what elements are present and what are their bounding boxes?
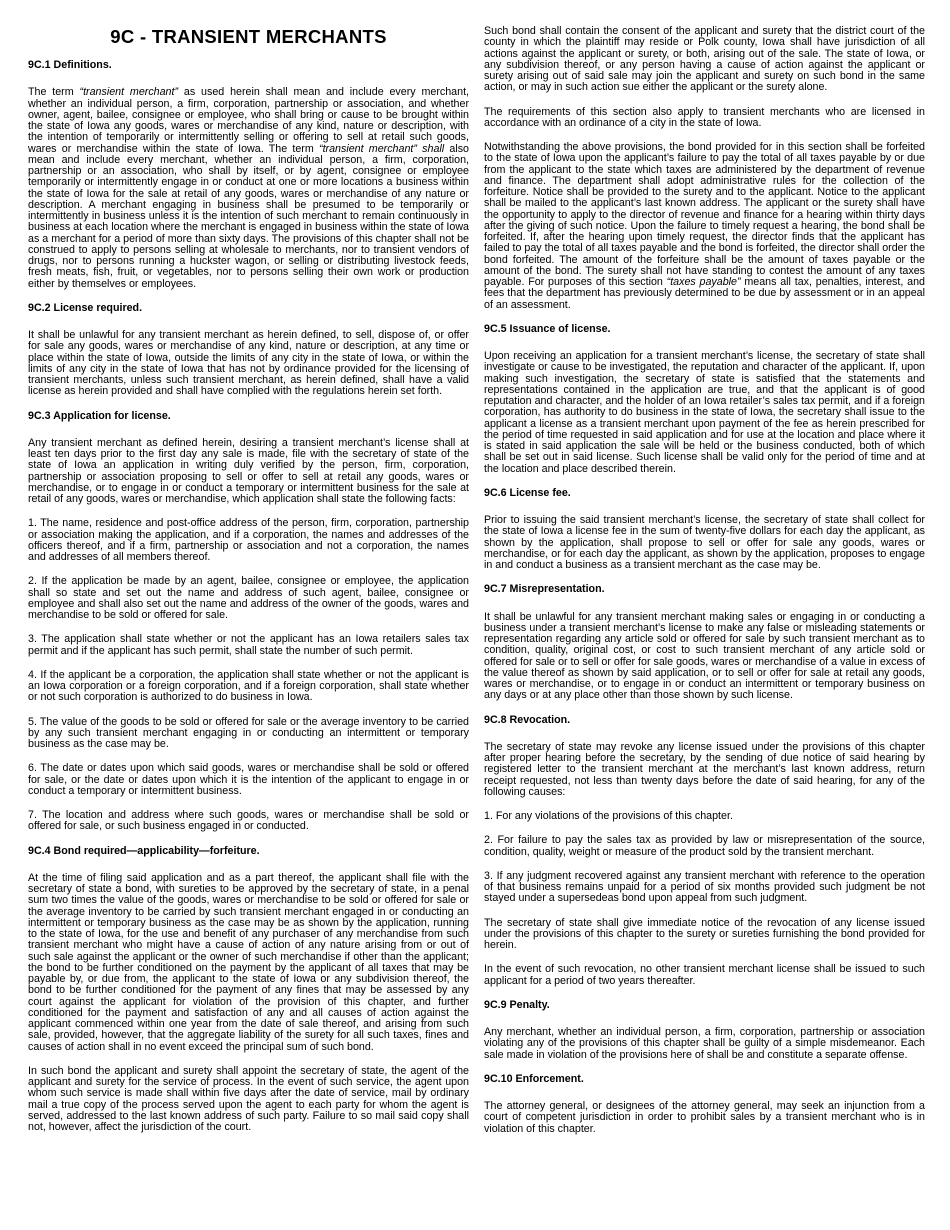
paragraph-9c4-1: At the time of filing said application and as a part thereof, the applicant shall file with the secretary of state a bond, with sureties to be approved by the secretary of state, in a penal sum two times the value of the goods, wares or merchandise to be sold or offered for sale or the average inventory to be carried by such transient merchant engaged in or conducting an intermittent or temporary business as the case may be as shown by the application, running to the state of Iowa, for the use and benefit of any purchaser of any merchandise from such transient merchant who might have a cause of action of any nature arising from or out of such sale against the applicant or the owner of such merchandise if other than the applicant; the bond to be further conditioned on the payment by the applicant of all taxes that may be payable by, or due from, the applicant to the state of Iowa or any subdivision thereof, the bond to be further conditioned for the payment of any fines that may be assessed by any court against the applicant for violation of the provision of this chapter, and further conditioned for the payment and satisfaction of any and all causes of action against the applicant commenced within one year from the date of sale thereof, and arising from such sale, provided, however, that the aggregate liability of the surety for all such taxes, fines and causes of action shall in no event exceed the principal sum of such bond. [28,871,469,1053]
paragraph-9c3-item-5: 5. The value of the goods to be sold or offered for sale or the average inventory to be carried by any such transient merchant engaging in or conducting an intermittent or temporary business as the case may be. [28,715,469,750]
text-run: The term [28,86,80,99]
section-heading-9c7: 9C.7 Misrepresentation. [484,583,605,596]
section-heading-9c1: 9C.1 Definitions. [28,59,112,71]
paragraph-9c8-item-2: 2. For failure to pay the sales tax as provided by law or misrepresentation of the source, condition, quality, weight or measure of the product sold by the transient merchant. [484,834,925,858]
paragraph-9c3-item-4: 4. If the applicant be a corporation, the application shall state whether or not the applicant is an Iowa corporation or a foreign corporation, and if a foreign corporation, shall state whether or not such corporation is authorized to do business in Iowa. [28,668,469,704]
paragraph-9c8-reissue: In the event of such revocation, no other transient merchant license shall be issued to such applicant for a period of two years thereafter. [484,963,925,987]
paragraph-9c10: The attorney general, or designees of the attorney general, may seek an injunction from a court of competent jurisdiction in order to prohibit sales by a transient merchant who is in violation of this chapter. [484,1100,925,1135]
paragraph-9c8-item-3: 3. If any judgment recovered against any transient merchant with reference to the operation of that business remains unpaid for a period of six months provided such judgment be not stayed under a supersedeas bond upon appeal from such judgment. [484,869,925,905]
text-run: means all tax, penalties, interest, and fees that the department has previously determined to be due by assessment or in an appeal of an assessment. [484,276,925,311]
italic-term: “taxes payable” [666,276,741,288]
text-run: as used herein shall mean and include every merchant, whether an individual person, a firm, corporation, partnership or association, and whether owner, agent, bailee, consignee or employee, who shall bring or cause to be brought within the state of Iowa any goods, wares or merchandise of any kind, nature or description, with the intention of temporarily or intermittently selling or offering to sell at retail such goods, wares or merchandise within the state of Iowa. The term [28,86,470,155]
section-heading-9c3: 9C.3 Application for license. [28,409,171,422]
section-heading-9c10: 9C.10 Enforcement. [484,1072,584,1085]
italic-term: “transient merchant” shall [319,142,445,155]
section-heading-9c2: 9C.2 License required. [28,301,143,314]
paragraph-9c3-intro: Any transient merchant as defined herein, desiring a transient merchant’s license shall at least ten days prior to the first day any sale is made, file with the secretary of state of the state of Iowa an application in writing duly verified by the person, firm, corporation, partnership or association proposing to sell or offer to sell at retail any goods, wares or merchandise, or to engage in or conduct a temporary or intermittent business for the sale at retail of any goods, wares or merchandise, which application shall state the following facts: [28,436,469,505]
paragraph-9c3-item-6: 6. The date or dates upon which said goods, wares or merchandise shall be sold or offered for sale, or the date or dates upon which it is the intention of the applicant to engage in or conduct a temporary or intermittent business. [28,762,469,797]
paragraph-9c8-item-1: 1. For any violations of the provisions of this chapter. [484,810,733,822]
paragraph-9c8-notice: The secretary of state shall give immediate notice of the revocation of any license issued under the provisions of this chapter to the surety or sureties furnishing the bond provided for herein. [484,916,925,951]
section-heading-9c4: 9C.4 Bond required—applicability—forfeiture. [28,844,260,857]
paragraph-9c4-5 [484,142,925,311]
paragraph-9c4-3: Such bond shall contain the consent of the applicant and surety that the district court of the county in which the plaintiff may reside or Polk county, Iowa shall have jurisdiction of all actions against the applicant or surety, or both, arising out of the sale. The state of Iowa, or any subdivision thereof, or any person having a cause of action against the applicant or surety arising out of said sale may join the applicant and surety on such bond in the same action, or may in such action sue either the applicant or the surety alone. [484,25,925,94]
paragraph-9c8-intro: The secretary of state may revoke any license issued under the provisions of this chapter after proper hearing before the secretary, by the sending of due notice of said hearing by registered letter to the transient merchant at the merchant’s last known address, return receipt requested, not less than twenty days before the date of said hearing, for any of the following causes: [484,740,925,798]
paragraph-9c4-2: In such bond the applicant and surety shall appoint the secretary of state, the agent of the applicant and surety for the service of process. In the event of such service, the agent upon whom such service is made shall within five days after the date of service, mail by ordinary mail a true copy of the process served upon the agent to each party for whom the agent is served, addressed to the last known address of such party. Failure to so mail said copy shall not, however, affect the jurisdiction of the court. [28,1064,469,1133]
paragraph-9c2: It shall be unlawful for any transient merchant as herein defined, to sell, dispose of, or offer for sale any goods, wares or merchandise of any kind, nature or description, at any time or place within the state of Iowa, outside the limits of any city in the state of Iowa, or within the limits of any city in the state of Iowa that has not by ordinance provided for the licensing of transient merchants, unless such transient merchant, as herein defined, shall have a valid license as herein provided and shall have complied with the regulations herein set forth. [28,329,469,398]
paragraph-9c9: Any merchant, whether an individual person, a firm, corporation, partnership or association violating any of the provisions of this chapter shall be guilty of a simple misdemeanor. Each sale made in violation of the provisions here of shall be and constitute a separate offense. [484,1026,925,1061]
section-heading-9c8: 9C.8 Revocation. [484,713,571,726]
section-heading-9c9: 9C.9 Penalty. [484,998,550,1011]
paragraph-9c3-item-2: 2. If the application be made by an agent, bailee, consignee or employee, the application shall so state and set out the name and address of such agent, bailee, consignee or employee and shall also set out the name and address of the owner of the goods, wares and merchandise to be sold or offered for sale. [28,575,469,621]
paragraph-9c7: It shall be unlawful for any transient merchant making sales or engaging in or conducting a business under a transient merchant’s license to make any false or misleading statements or representation regarding any article sold or offered for sale by such transient merchant as to condition, quality, original cost, or cost to such transient merchant of any article sold or offered for sale or to sell or offer for sale goods, wares or merchandise of a value in excess of the value thereof as shown by said application, or to sell or offer for sale at retail any goods, wares or merchandise, or to engage in or conduct an intermittent or temporary business on any days or at any place other than those shown by such license. [484,610,925,702]
text-run: Notwithstanding the above provisions, the bond provided for in this section shall be forfeited to the state of Iowa upon the applicant’s failure to pay the total of all taxes payable by or due from the applicant to the state which taxes are administered by the department of revenue and finance. The department shall adopt administrative rules for the collection of the forfeiture. Notice shall be provided to the surety and to the applicant. Notice to the applicant shall be mailed to the applicant’s last known address. The applicant or the surety shall have the opportunity to apply to the director of revenue and finance for a hearing within thirty days after the giving of such notice. Upon the failure to timely request a hearing, the bond shall be forfeited. If, after the hearing upon timely request, the director finds that the applicant has failed to pay the total of all taxes payable and the bond is forfeited, the director shall order the bond forfeited. The amount of the forfeiture shall be the amount of taxes payable or the amount of the bond. The surety shall not have standing to contest the amount of any taxes payable. For purposes of this section [484,141,925,288]
text-run: also mean and include every merchant, whether an individual person, a firm, corporation, partnership or an association, who shall by itself, or by agent, consignee or employee temporarily or intermittently engage in or conduct at one or more locations a business within the state of Iowa for the sale at retail of any goods, wares or merchandise of any nature or description. A merchant engaging in business shall be presumed to be temporarily or intermittently in business unless it is the intention of such merchant to remain continuously in business at each location where the merchant is engaged in business within the state of Iowa as a merchant for a period of more than sixty days. The provisions of this chapter shall not be construed to apply to persons selling at wholesale to merchants, nor to transient vendors of drugs, nor to persons running a huckster wagon, or selling or distributing livestock feeds, fresh meats, fish, fruit, or vegetables, nor to persons selling their own work or production either by themselves or employees. [28,142,469,290]
paragraph-9c3-item-1: 1. The name, residence and post-office address of the person, firm, corporation, partnership or association making the application, and if a corporation, the names and addresses of the officers thereof, and if a firm, partnership or association and not a corporation, the names and addresses of all members thereof. [28,517,469,563]
italic-term: “transient merchant” [79,86,179,99]
paragraph-9c1-definitions [28,87,469,290]
left-column [28,26,469,1146]
paragraph-9c6: Prior to issuing the said transient merchant’s license, the secretary of state shall collect for the state of Iowa a license fee in the sum of twenty-five dollars for each day the applicant, as shown by the application, shall propose to sell or offer for sale any goods, wares or merchandise, or for each day the applicant, as shown by the application, proposes to engage in and conduct a business as a transient merchant as the case may be. [484,514,925,571]
section-heading-9c6: 9C.6 License fee. [484,486,571,499]
paragraph-9c5: Upon receiving an application for a transient merchant’s license, the secretary of state shall investigate or cause to be investigated, the reputation and character of the applicant. If, upon making such investigation, the secretary of state is satisfied that the statements and representations contained in the application are true, and that the applicant is of good reputation and character, and the holder of an Iowa retailer’s sales tax permit, and if a foreign corporation, has authority to do business in the state of Iowa, the secretary shall issue to the applicant a license as a transient merchant upon payment of the fee as herein prescribed for the period of time requested in said application and for use at the location and place where it is stated in said application the sale will be held or the business conducted, both of which shall be set out in said license. Such license shall be valid only for the period of time and at the location and place described therein. [484,350,925,475]
paragraph-9c3-item-3: 3. The application shall state whether or not the applicant has an Iowa retailers sales tax permit and if the applicant has such permit, shall state the number of such permit. [28,633,469,657]
section-heading-9c5: 9C.5 Issuance of license. [484,322,611,335]
paragraph-9c3-item-7: 7. The location and address where such goods, wares or merchandise shall be sold or offered for sale, or such business engaged in or conducted. [28,809,469,833]
right-column [484,26,925,1148]
page-title: 9C - TRANSIENT MERCHANTS [110,26,387,47]
paragraph-9c4-4: The requirements of this section also apply to transient merchants who are licensed in accordance with an ordinance of a city in the state of Iowa. [484,105,925,129]
